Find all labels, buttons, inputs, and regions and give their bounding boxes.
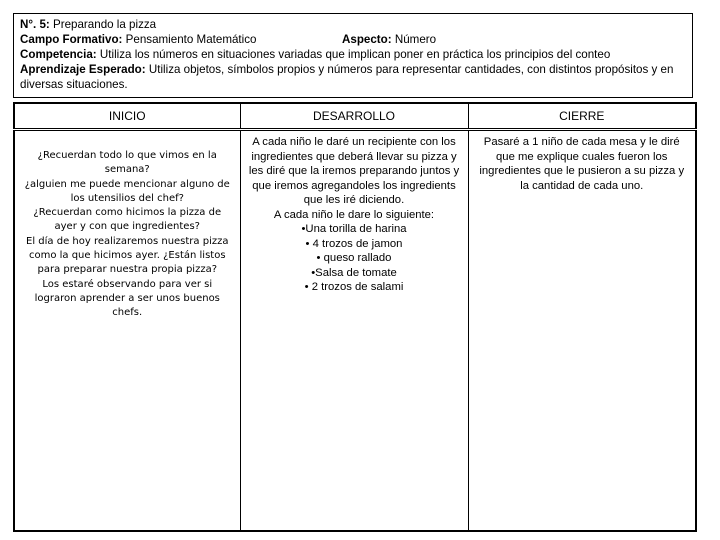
aspecto-field	[342, 32, 436, 47]
desarrollo-ingredient: • 2 trozos de salami	[304, 281, 404, 293]
activity-title: Preparando la pizza	[53, 18, 157, 31]
desarrollo-cell	[240, 130, 468, 532]
desarrollo-line: A cada niño le dare lo siguiente:	[273, 208, 435, 221]
inicio-line: El día de hoy realizaremos nuestra pizza como la que hicimos ayer. ¿Están listos para preparar nuestra propia pizza?	[26, 235, 229, 276]
campo-formativo-value: Pensamiento Matemático	[125, 33, 257, 46]
aprendizaje-label: Aprendizaje Esperado:	[20, 63, 146, 76]
inicio-line: ¿Recuerdan como hicimos la pizza de ayer y con que ingredientes?	[33, 207, 222, 233]
cierre-text: Pasaré a 1 niño de cada mesa y le diré que me explique cuales fueron los ingredientes que le pusieron a su pizza y la cantidad de cada uno.	[479, 136, 685, 192]
aprendizaje-line	[20, 62, 686, 92]
competencia-label: Competencia:	[20, 48, 97, 61]
cierre-cell	[468, 130, 696, 532]
aprendizaje-value: Utiliza objetos, símbolos propios y números para representar cantidades, con distintos propósitos y en diversas situaciones.	[20, 63, 674, 91]
activity-header	[13, 13, 693, 98]
desarrollo-ingredient: •Una torilla de harina	[301, 223, 407, 235]
campo-formativo-line	[20, 32, 686, 47]
aspecto-value: Número	[394, 33, 437, 46]
inicio-line: Los estaré observando para ver si lograron aprender a ser unos buenos chefs.	[34, 278, 220, 319]
competencia-value: Utiliza los números en situaciones variadas que implican poner en práctica los principios del conteo	[99, 48, 611, 61]
competencia-line	[20, 47, 686, 62]
inicio-line: ¿Recuerdan todo lo que vimos en la semana?	[37, 150, 217, 176]
aspecto-label: Aspecto:	[342, 33, 392, 46]
lesson-plan-table	[13, 102, 697, 532]
header-desarrollo: DESARROLLO	[240, 103, 468, 130]
header-cierre: CIERRE	[468, 103, 696, 130]
header-inicio: INICIO	[14, 103, 240, 130]
desarrollo-ingredient: • queso rallado	[316, 252, 392, 264]
desarrollo-ingredient: • 4 trozos de jamon	[305, 237, 403, 250]
activity-number-label: N°. 5:	[20, 18, 50, 31]
desarrollo-line: A cada niño le daré un recipiente con los ingredientes que deberá llevar su pizza y les diré que la iremos preparando juntos y que iremos agregandoles los ingredients que les iré diciendo.	[248, 136, 460, 206]
campo-formativo-label: Campo Formativo:	[20, 33, 123, 46]
activity-number-line	[20, 17, 686, 32]
inicio-line: ¿alguien me puede mencionar alguno de los utensilios del chef?	[24, 178, 230, 204]
desarrollo-ingredient: •Salsa de tomate	[311, 266, 397, 279]
inicio-cell	[14, 130, 240, 532]
